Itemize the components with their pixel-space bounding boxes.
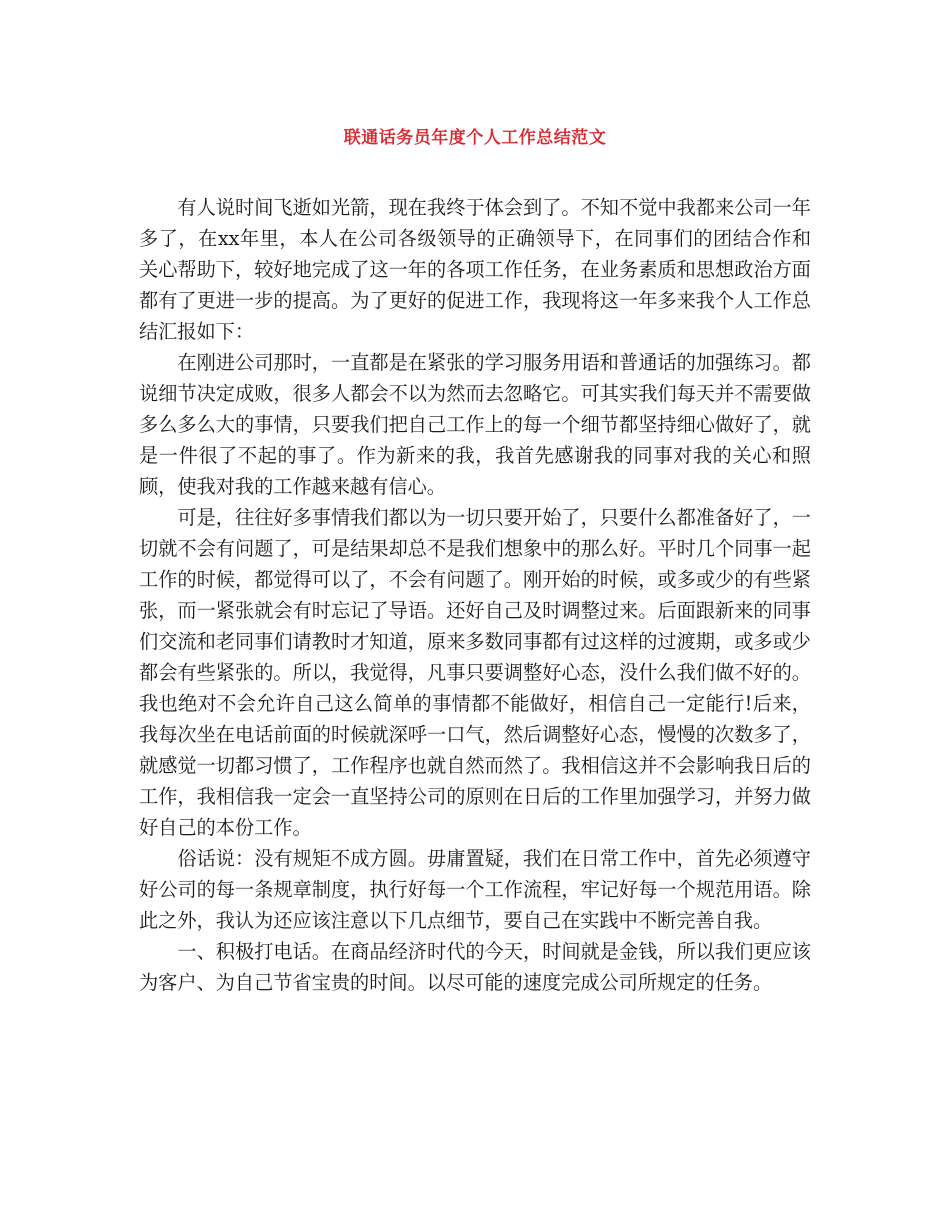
document-title: 联通话务员年度个人工作总结范文: [343, 128, 607, 148]
paragraph-2: 在刚进公司那时，一直都是在紧张的学习服务用语和普通话的加强练习。都说细节决定成败，很多人都会不以为然而去忽略它。可其实我们每天并不需要做多么多么大的事情，只要我们把自己工作上的每一个细节都坚持细心做好了，就是一件很了不起的事了。作为新来的我，我首先感谢我的同事对我的关心和照顾，使我对我的工作越来越有信心。: [139, 351, 811, 498]
paragraph-4: 俗话说：没有规矩不成方圆。毋庸置疑，我们在日常工作中，首先必须遵守好公司的每一条规章制度，执行好每一个工作流程，牢记好每一个规范用语。除此之外，我认为还应该注意以下几点细节，要自己在实践中不断完善自我。: [139, 847, 811, 932]
paragraph-1: 有人说时间飞逝如光箭，现在我终于体会到了。不知不觉中我都来公司一年多了，在xx年里，本人在公司各级领导的正确领导下，在同事们的团结合作和关心帮助下，较好地完成了这一年的各项工作任务，在业务素质和思想政治方面都有了更进一步的提高。为了更好的促进工作，我现将这一年多来我个人工作总结汇报如下：: [139, 196, 811, 343]
paragraph-3: 可是，往往好多事情我们都以为一切只要开始了，只要什么都准备好了，一切就不会有问题了，可是结果却总不是我们想象中的那么好。平时几个同事一起工作的时候，都觉得可以了，不会有问题了。刚开始的时候，或多或少的有些紧张，而一紧张就会有时忘记了导语。还好自己及时调整过来。后面跟新来的同事们交流和老同事们请教时才知道，原来多数同事都有过这样的过渡期，或多或少都会有些紧张的。所以，我觉得，凡事只要调整好心态，没什么我们做不好的。我也绝对不会允许自己这么简单的事情都不能做好，相信自己一定能行!后来，我每次坐在电话前面的时候就深呼一口气，然后调整好心态，慢慢的次数多了，就感觉一切都习惯了，工作程序也就自然而然了。我相信这并不会影响我日后的工作，我相信我一定会一直坚持公司的原则在日后的工作里加强学习，并努力做好自己的本份工作。: [139, 506, 811, 839]
document-body: [139, 192, 811, 998]
paragraph-5: 一、积极打电话。在商品经济时代的今天，时间就是金钱，所以我们更应该为客户、为自己节省宝贵的时间。以尽可能的速度完成公司所规定的任务。: [139, 940, 811, 994]
